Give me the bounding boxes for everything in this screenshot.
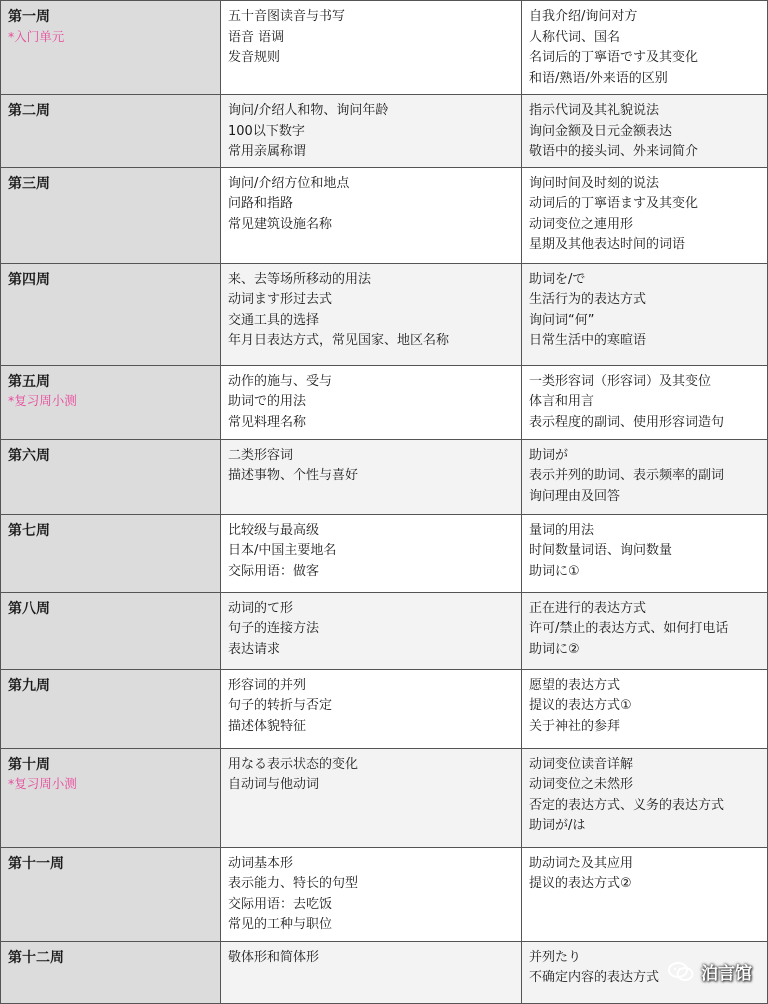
grammar-item: 人称代词、国名 [529, 29, 621, 45]
grammar-cell [522, 263, 768, 365]
grammar-item: 自我介绍/询问对方 [529, 9, 638, 24]
grammar-item: 指示代词及其礼貌说法 [529, 103, 660, 118]
topic-item: 常见建筑设施名称 [228, 216, 333, 232]
grammar-item: 体言和用言 [529, 394, 595, 409]
topic-item: 动词ます形过去式 [228, 292, 333, 307]
grammar-cell [522, 514, 768, 592]
topic-item: 二类形容词 [228, 447, 294, 463]
topic-item: 动作的施与、受与 [228, 373, 333, 389]
grammar-item: 助词に② [529, 641, 580, 657]
grammar-item: 助词に① [529, 563, 580, 579]
week-cell [1, 748, 221, 847]
topic-item: 句子的连接方法 [228, 621, 320, 636]
topics-cell [221, 167, 522, 263]
week-cell [1, 439, 221, 514]
week-cell [1, 514, 221, 592]
grammar-item: 时间数量词语、询问数量 [529, 543, 673, 558]
topic-item: 交际用语：做客 [228, 563, 320, 579]
topic-item: 敬体形和简体形 [228, 949, 320, 965]
grammar-item: 助词を/で [529, 271, 586, 287]
topics-cell [221, 592, 522, 669]
grammar-cell [522, 439, 768, 514]
grammar-item: 助词が [529, 447, 569, 463]
topic-item: 问路和指路 [228, 196, 294, 211]
grammar-item: 关于神社的参拜 [529, 718, 621, 734]
grammar-item: 提议的表达方式② [529, 876, 632, 891]
topic-item: 表达请求 [228, 641, 281, 657]
week-cell [1, 669, 221, 748]
grammar-item: 敬语中的接头词、外来词简介 [529, 144, 699, 159]
grammar-item: 助动词た及其应用 [529, 855, 634, 871]
grammar-item: 生活行为的表达方式 [529, 292, 647, 307]
grammar-item: 提议的表达方式① [529, 698, 632, 713]
grammar-cell [522, 1, 768, 95]
week-note: *入门单元 [8, 28, 65, 44]
topics-cell [221, 263, 522, 365]
table-row [1, 941, 768, 1003]
topics-cell [221, 365, 522, 439]
topic-item: 五十音图读音与书写 [228, 9, 346, 24]
topic-item: 语音 语调 [228, 29, 285, 45]
grammar-cell [522, 365, 768, 439]
table-row [1, 748, 768, 847]
week-label: 第九周 [8, 677, 50, 694]
grammar-item: 并列たり [529, 949, 582, 965]
topic-item: 比较级与最高级 [228, 522, 320, 538]
topic-item: 用なる表示状态的变化 [228, 756, 359, 772]
topic-item: 自动词与他动词 [228, 777, 320, 792]
topics-cell [221, 941, 522, 1003]
topics-cell [221, 847, 522, 941]
week-cell [1, 365, 221, 439]
grammar-item: 助词が/は [529, 818, 586, 833]
week-label: 第二周 [8, 103, 50, 119]
week-label: 第一周 [8, 9, 50, 25]
week-cell [1, 847, 221, 941]
grammar-item: 许可/禁止的表达方式、如何打电话 [529, 621, 729, 636]
week-cell [1, 941, 221, 1003]
grammar-item: 动词后的丁寧语ます及其变化 [529, 196, 699, 211]
topic-item: 询问/介绍方位和地点 [228, 175, 350, 191]
topics-cell [221, 95, 522, 168]
week-note: *复习周小测 [8, 393, 77, 408]
grammar-item: 量词的用法 [529, 522, 595, 538]
grammar-item: 星期及其他表达时间的词语 [529, 237, 686, 252]
topic-item: 发音规则 [228, 50, 281, 65]
grammar-item: 表示并列的助词、表示频率的副词 [529, 468, 725, 483]
topic-item: 常见的工种与职位 [228, 917, 333, 932]
topic-item: 来、去等场所移动的用法 [228, 271, 372, 287]
week-label: 第六周 [8, 447, 50, 464]
topics-cell [221, 1, 522, 95]
topic-item: 年月日表达方式，常见国家、地区名称 [228, 333, 450, 348]
grammar-item: 动词变位之連用形 [529, 216, 634, 232]
week-label: 第三周 [8, 175, 50, 192]
table-row [1, 167, 768, 263]
topic-item: 描述事物、个性与喜好 [228, 468, 359, 483]
grammar-item: 询问理由及回答 [529, 488, 621, 504]
week-label: 第十周 [8, 756, 50, 773]
table-row [1, 1, 768, 95]
grammar-item: 正在进行的表达方式 [529, 600, 647, 616]
topic-item: 常用亲属称谓 [228, 144, 307, 159]
grammar-cell [522, 592, 768, 669]
table-row [1, 439, 768, 514]
grammar-cell [522, 748, 768, 847]
topics-cell [221, 748, 522, 847]
table-row [1, 95, 768, 168]
schedule-body [1, 1, 768, 1004]
grammar-item: 不确定内容的表达方式 [529, 970, 660, 985]
grammar-item: 询问金额及日元金额表达 [529, 123, 673, 139]
week-label: 第八周 [8, 600, 50, 617]
topic-item: 句子的转折与否定 [228, 698, 333, 713]
topic-item: 描述体貌特征 [228, 718, 307, 734]
grammar-cell [522, 95, 768, 168]
grammar-item: 名词后的丁寧语です及其变化 [529, 50, 699, 65]
week-cell [1, 592, 221, 669]
grammar-item: 愿望的表达方式 [529, 677, 621, 693]
week-label: 第十一周 [8, 855, 64, 872]
week-cell [1, 95, 221, 168]
topics-cell [221, 514, 522, 592]
table-row [1, 592, 768, 669]
topic-item: 助词で的用法 [228, 394, 307, 409]
topic-item: 动词基本形 [228, 855, 294, 871]
week-cell [1, 263, 221, 365]
table-row [1, 263, 768, 365]
topic-item: 100以下数字 [228, 123, 305, 139]
grammar-item: 和语/熟语/外来语的区别 [529, 70, 668, 86]
grammar-item: 一类形容词（形容词）及其变位 [529, 373, 712, 389]
grammar-cell [522, 847, 768, 941]
topic-item: 形容词的并列 [228, 677, 307, 693]
week-label: 第五周 [8, 373, 50, 390]
week-cell [1, 167, 221, 263]
topics-cell [221, 669, 522, 748]
watermark [667, 959, 752, 984]
week-label: 第十二周 [8, 949, 64, 966]
watermark-text: 泊言馆 [701, 964, 752, 984]
week-cell [1, 1, 221, 95]
grammar-cell [522, 669, 768, 748]
topic-item: 询问/介绍人和物、询问年龄 [228, 103, 389, 118]
topic-item: 交际用语：去吃饭 [228, 896, 333, 912]
table-row [1, 365, 768, 439]
grammar-item: 询问词“何” [529, 312, 595, 328]
topic-item: 表示能力、特长的句型 [228, 876, 359, 891]
grammar-item: 表示程度的副词、使用形容词造句 [529, 414, 725, 430]
grammar-item: 动词变位之未然形 [529, 777, 634, 792]
topic-item: 交通工具的选择 [228, 312, 320, 328]
grammar-item: 询问时间及时刻的说法 [529, 175, 660, 191]
week-label: 第七周 [8, 522, 50, 539]
table-row [1, 514, 768, 592]
grammar-cell [522, 167, 768, 263]
table-row [1, 847, 768, 941]
topic-item: 日本/中国主要地名 [228, 543, 337, 558]
table-row [1, 669, 768, 748]
topic-item: 常见料理名称 [228, 414, 307, 430]
grammar-item: 否定的表达方式、义务的表达方式 [529, 797, 725, 813]
week-label: 第四周 [8, 271, 50, 288]
week-note: *复习周小测 [8, 776, 77, 791]
topic-item: 动词的て形 [228, 600, 294, 616]
wechat-icon [667, 961, 695, 983]
grammar-item: 动词变位读音详解 [529, 756, 634, 772]
grammar-item: 日常生活中的寒暄语 [529, 333, 647, 348]
topics-cell [221, 439, 522, 514]
